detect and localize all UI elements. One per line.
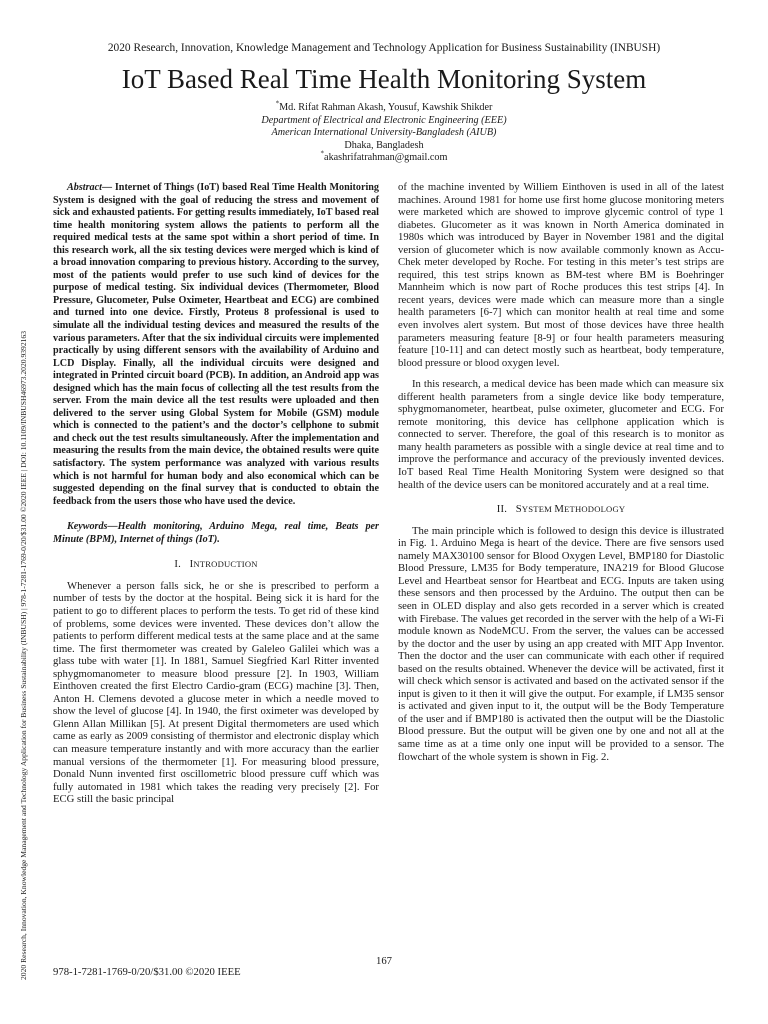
author-location: Dhaka, Bangladesh	[344, 139, 424, 151]
section-heading-introduction: I. INTRODUCTION	[174, 558, 258, 571]
author-university: American International University-Bangladesh (AIUB)	[271, 127, 497, 138]
section-heading-methodology: II. SYSTEM METHODOLOGY	[496, 503, 626, 516]
research-goal-paragraph: In this research, a medical device has been made which can measure six different health parameters from a single device like body temperature, sphygmomanometer, heartbeat, pulse oximeter, glucometer and ECG. For remote monitoring, this device has cellphone application which is connected to server. Therefore, the goal of this research is to monitor as many health parameters as possible with a single device at real time and to improve the performance and accuracy of the previously invented devices. IoT based Real Time Health Monitoring System were designed so that health of the device users can be monitored accurately and at a real time.	[398, 378, 724, 491]
abstract	[53, 182, 379, 508]
author-names: *Md. Rifat Rahman Akash, Yousuf, Kawshik Shikder	[275, 99, 493, 113]
footer-copyright: 978-1-7281-1769-0/20/$31.00 ©2020 IEEE	[53, 966, 241, 978]
author-block	[0, 99, 768, 165]
abstract-text: — Internet of Things (IoT) based Real Time Health Monitoring System is designed with the goal of reducing the stress and movement of sick and exhausted patients. For getting results immediately, IoT based real time health monitoring system allows the patients to perform all the required medical tests at the same spot within a short period of time. In this research work, all the six testing devices were merged which is kind of a broad innovation comparing to previous history. According to the survey, most of the patients would prefer to use such kind of devices for the purpose of medical testing. Six individual devices (Thermometer, Blood Pressure, Glucometer, Pulse Oximeter, Heartbeat and ECG) are combined and turned into one device. Firstly, Proteus 8 professional is used to simulate all the individual testing devices and measured the results of the various parameters. After that the six individual circuits were implemented practically by using different sensors with the availability of Arduino and LCD Display. Finally, all the individual circuits were designed and integrated in Printed circuit board (PCB). In addition, an Android app was designed which has the main focus of collecting all the test results from the server. From the main device all the test results were uploaded and then delivered to the server using Global System for Mobile (GSM) module which is connected to the patient’s and the doctor’s cellphone to submit and check out the test results simultaneously. After the implementation and measuring the results from the main device, the obtained results were quite satisfactory. The system performance was analyzed with various results which is not harmful for human body and also economical which can be suggested depending on the final survey that is conducted to obtain the feedback from the users those who have used the device.	[53, 182, 379, 507]
intro-paragraph: Whenever a person falls sick, he or she is prescribed to perform a number of tests by the doctor at the hospital. Being sick it is hard for the patient to go to different places to perform the tests. To get rid of these kind of problems, some devices were invented. These devices don’t allow the patients to perform different medical tests at the same place and at the same time. The first thermometer was created by Galeleo Galilei which was a glass tube with water [1]. In 1881, Samuel Siegfried Karl Ritter invented sphygmomanometer to measure blood pressure [2]. In 1903, William Einthoven created the first Electro Cardio-gram (ECG) machine [3]. Then, Anton H. Clemens devoted a glucose meter in which a needle moved to show the level of glucose [4]. In 1940, the first oximeter was developed by Glenn Allan Millikan [5]. At present Digital thermometers are used which came as early as 2009 consisting of thermistor and electronic display which can measure temperature instantly and with more accuracy than the earlier manual versions of the thermometer [1]. For measuring blood pressure, Donald Nunn invented first oscillometric blood pressure cuff which was fully automated in 1981 which takes the reading very precisely [2]. For ECG still the basic principal	[53, 579, 379, 806]
methodology-paragraph: The main principle which is followed to design this device is illustrated in Fig. 1. Arduino Mega is heart of the device. There are five sensors used namely MAX30100 sensor for Blood Oxygen Level, BMP180 for Diastolic Blood Pressure, LM35 for Body temperature, INA219 for Blood Glucose Level and Heartbeat sensor for Heartbeat and ECG. Inputs are taken using these sensors and then processed by the Arduino. The output then can be seen in OLED display and also gets recorded in a server which is created with Firebase. The values get recorded in the server with the help of a Wi-Fi module known as NodeMCU. From the server, the values can be accessed by the doctor and the user by using an app created with MIT App Inventor. Then the doctor and the user can communicate with each other if required based on the results obtained. Whenever the device will be activated, first it will check which sensor is activated and based on the activated sensor if the input is given to it then it will give the output. For example, if LM35 sensor is activated and given input to it, the output will be the Body Temperature of the user and if BMP180 is activated then the output will be the Diastolic Blood pressure. But the output will be given one by one and not all at the same time as at a time only one input will be provided to a sensor. The flowchart of the whole system is shown in Fig. 2.	[398, 524, 724, 763]
author-email[interactable]: *akashrifatrahman@gmail.com	[320, 149, 448, 163]
side-doi-stamp: 2020 Research, Innovation, Knowledge Management and Technology Application for Business Sustainability (INBUSH) | 978-1-7281-1769-0/20/$31.00 ©2020 IEEE | DOI: 10.1109/INBUSH46973.2020.9392163	[19, 330, 28, 980]
page-number: 167	[375, 955, 393, 967]
keywords: Keywords—Health monitoring, Arduino Mega, real time, Beats per Minute (BPM), Internet of things (IoT).	[53, 521, 379, 545]
author-department: Department of Electrical and Electronic Engineering (EEE)	[261, 114, 507, 126]
abstract-lead: Abstract	[67, 182, 102, 193]
right-column	[398, 181, 724, 763]
conference-header: 2020 Research, Innovation, Knowledge Management and Technology Application for Business Sustainability (INBUSH)	[107, 42, 661, 54]
left-column	[53, 182, 379, 806]
paper-title: IoT Based Real Time Health Monitoring System	[121, 64, 647, 94]
intro-continued-paragraph: of the machine invented by Williem Einthoven is used in all of the latest machines. Around 1981 for home use first home glucose monitoring meters were marketed which are showed to improve glycemic control of type 1 diabetes. Glucometer as it was known in North America dominated in 1980s which was introduced by Bayer in November 1981 and the digital version of glucometer which is now available commonly known as Accu-Chek meter developed by Roche. For testing in this meter’s test strips are required, this test strips known as BM-test where BM is Boehringer Mannheim which is now part of Roche produces this test strips [4]. In recent years, devices were made which can measure more than a single health parameters [6-7] which can monitor health at real time and some even involves alert system. But most of those devices have three health parameters measuring feature [8-9] or four health parameters measuring feature [10-11] and can detect mostly such as heartbeat, body temperature, blood pressure or blood oxygen level.	[398, 181, 724, 369]
